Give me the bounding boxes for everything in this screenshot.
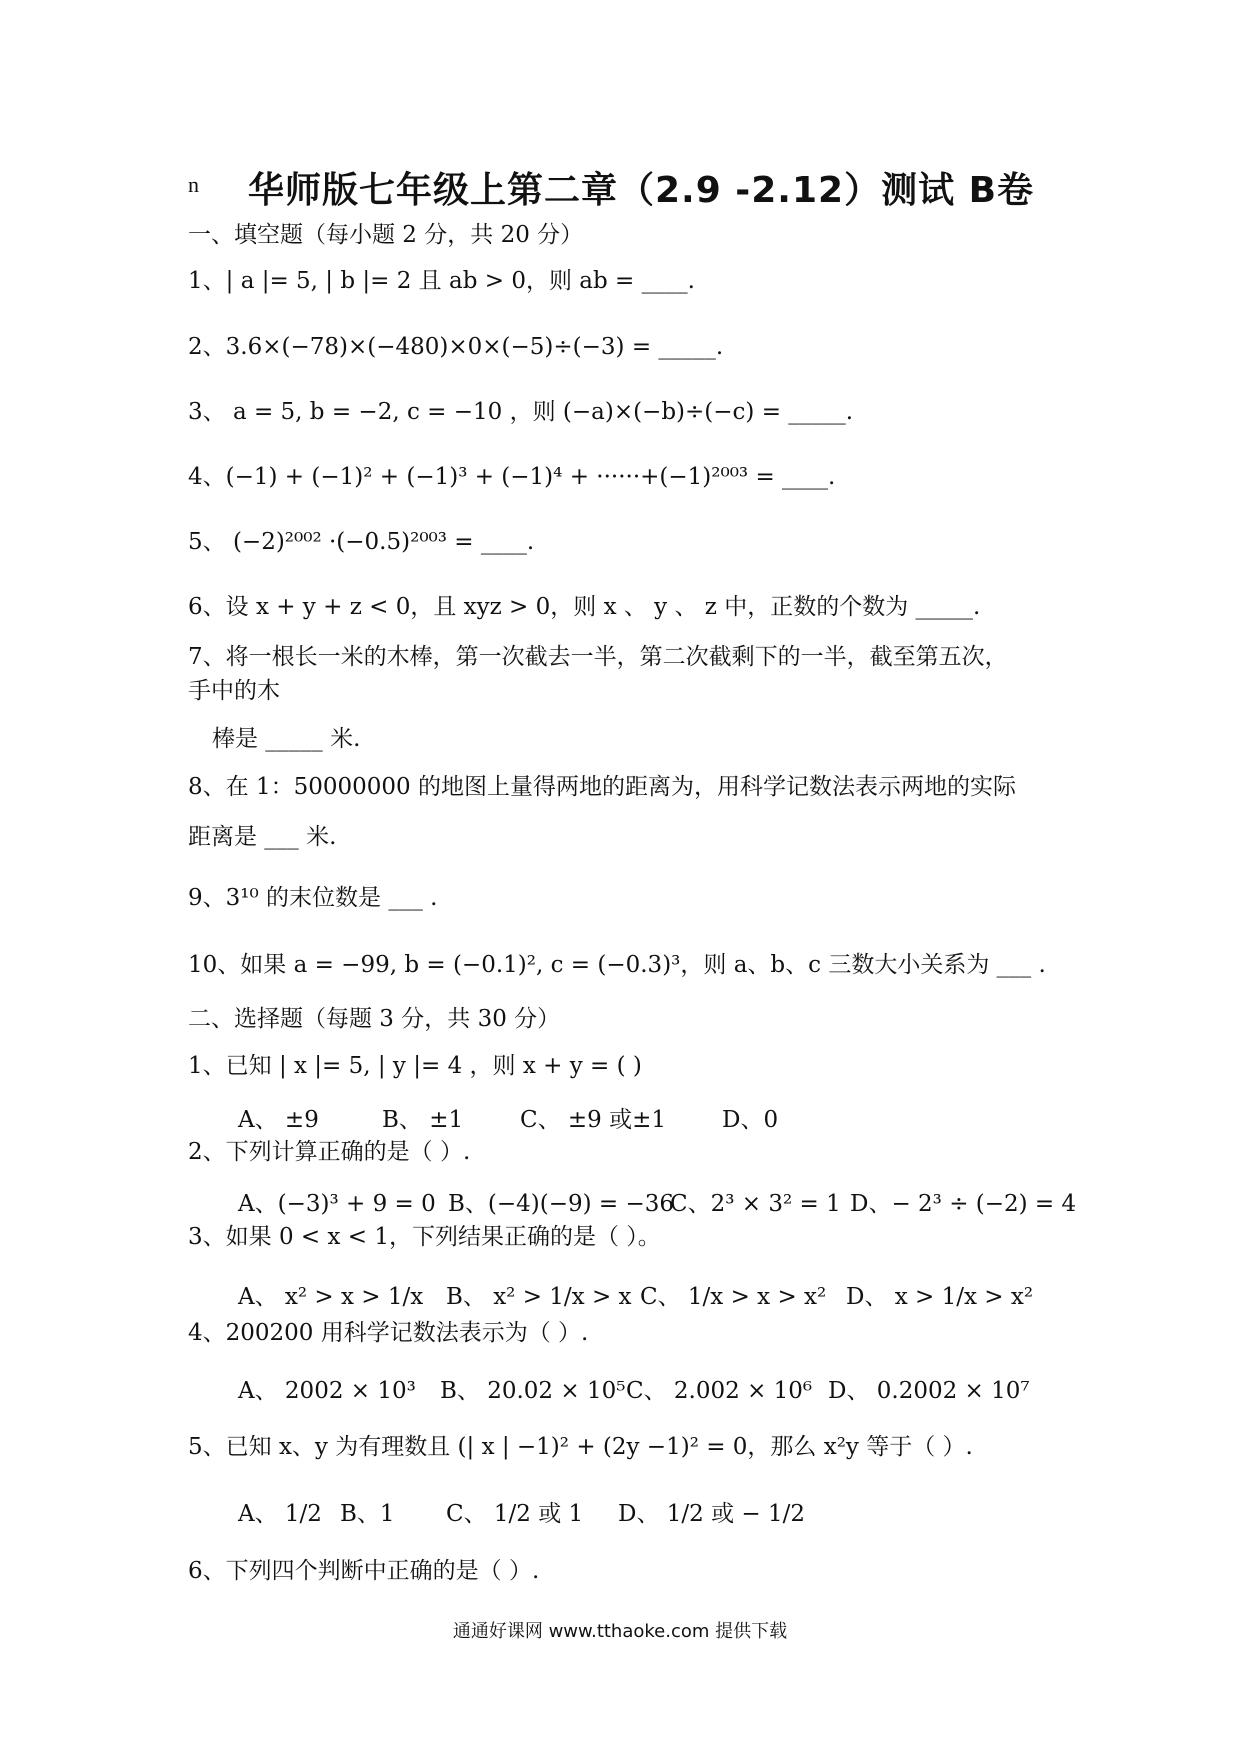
option-a: A、 1/2 bbox=[238, 1501, 322, 1527]
option-a: A、 ±9 bbox=[238, 1107, 319, 1133]
fill-question-6: 6、设 x + y + z < 0，且 xyz > 0，则 x 、 y 、 z 中，正数的个数为 _____. bbox=[188, 594, 981, 620]
section-2-heading: 二、选择题（每题 3 分，共 30 分） bbox=[188, 1006, 561, 1032]
option-c: C、 1/x > x > x² bbox=[640, 1284, 827, 1310]
option-d: D、 x > 1/x > x² bbox=[846, 1284, 1034, 1310]
fill-question-7-line2: 手中的木 bbox=[188, 678, 280, 704]
option-b: B、1 bbox=[340, 1501, 395, 1527]
fill-question-4: 4、(−1) + (−1)² + (−1)³ + (−1)⁴ + ······+(−1)²⁰⁰³ = ____. bbox=[188, 464, 836, 490]
option-a: A、(−3)³ + 9 = 0 bbox=[238, 1191, 436, 1217]
title-prefix: n bbox=[188, 172, 199, 197]
fill-question-7-line3: 棒是 _____ 米. bbox=[212, 726, 361, 752]
fill-question-7-line1: 7、将一根长一米的木棒，第一次截去一半，第二次截剩下的一半，截至第五次， bbox=[188, 644, 1008, 670]
fill-question-8-line1: 8、在 1：50000000 的地图上量得两地的距离为，用科学记数法表示两地的实际 bbox=[188, 774, 1016, 800]
page-title: 华师版七年级上第二章（2.9 -2.12）测试 B卷 bbox=[248, 170, 1035, 211]
choice-question-4: 4、200200 用科学记数法表示为（ ）. bbox=[188, 1320, 589, 1346]
option-b: B、(−4)(−9) = −36 bbox=[448, 1191, 675, 1217]
choice-question-6: 6、下列四个判断中正确的是（ ）. bbox=[188, 1558, 540, 1584]
option-c: C、2³ × 3² = 1 bbox=[670, 1191, 841, 1217]
option-d: D、0 bbox=[722, 1107, 779, 1133]
option-c: C、 ±9 或±1 bbox=[520, 1107, 667, 1133]
section-1-heading: 一、填空题（每小题 2 分，共 20 分） bbox=[188, 222, 584, 248]
fill-question-10: 10、如果 a = −99, b = (−0.1)², c = (−0.3)³，则 a、b、c 三数大小关系为 ___ . bbox=[188, 952, 1046, 978]
option-d: D、 0.2002 × 10⁷ bbox=[828, 1378, 1030, 1404]
option-c: C、 1/2 或 1 bbox=[446, 1501, 584, 1527]
fill-question-2: 2、3.6×(−78)×(−480)×0×(−5)÷(−3) = _____. bbox=[188, 334, 724, 360]
footer-credit: 通通好课网 www.tthaoke.com 提供下载 bbox=[452, 1621, 788, 1642]
option-b: B、 ±1 bbox=[382, 1107, 464, 1133]
fill-question-9: 9、3¹⁰ 的末位数是 ___ . bbox=[188, 885, 438, 911]
option-a: A、 x² > x > 1/x bbox=[238, 1284, 424, 1310]
choice-question-3: 3、如果 0 < x < 1，下列结果正确的是（ ）。 bbox=[188, 1224, 661, 1250]
option-d: D、− 2³ ÷ (−2) = 4 bbox=[850, 1191, 1077, 1217]
choice-question-1: 1、已知 | x |= 5, | y |= 4 ，则 x + y = ( ) bbox=[188, 1053, 642, 1079]
option-a: A、 2002 × 10³ bbox=[238, 1378, 416, 1404]
option-b: B、 20.02 × 10⁵ bbox=[440, 1378, 626, 1404]
option-b: B、 x² > 1/x > x bbox=[446, 1284, 632, 1310]
fill-question-8-line2: 距离是 ___ 米. bbox=[188, 824, 337, 850]
fill-question-1: 1、| a |= 5, | b |= 2 且 ab > 0，则 ab = ____. bbox=[188, 268, 695, 294]
option-c: C、 2.002 × 10⁶ bbox=[626, 1378, 813, 1404]
fill-question-5: 5、 (−2)²⁰⁰² ·(−0.5)²⁰⁰³ = ____. bbox=[188, 529, 535, 555]
fill-question-3: 3、 a = 5, b = −2, c = −10 ，则 (−a)×(−b)÷(−c) = _____. bbox=[188, 399, 854, 425]
choice-question-5: 5、已知 x、y 为有理数且 (| x | −1)² + (2y −1)² = 0，那么 x²y 等于（ ）. bbox=[188, 1434, 973, 1460]
choice-question-2: 2、下列计算正确的是（ ）. bbox=[188, 1139, 471, 1165]
option-d: D、 1/2 或 − 1/2 bbox=[618, 1501, 805, 1527]
